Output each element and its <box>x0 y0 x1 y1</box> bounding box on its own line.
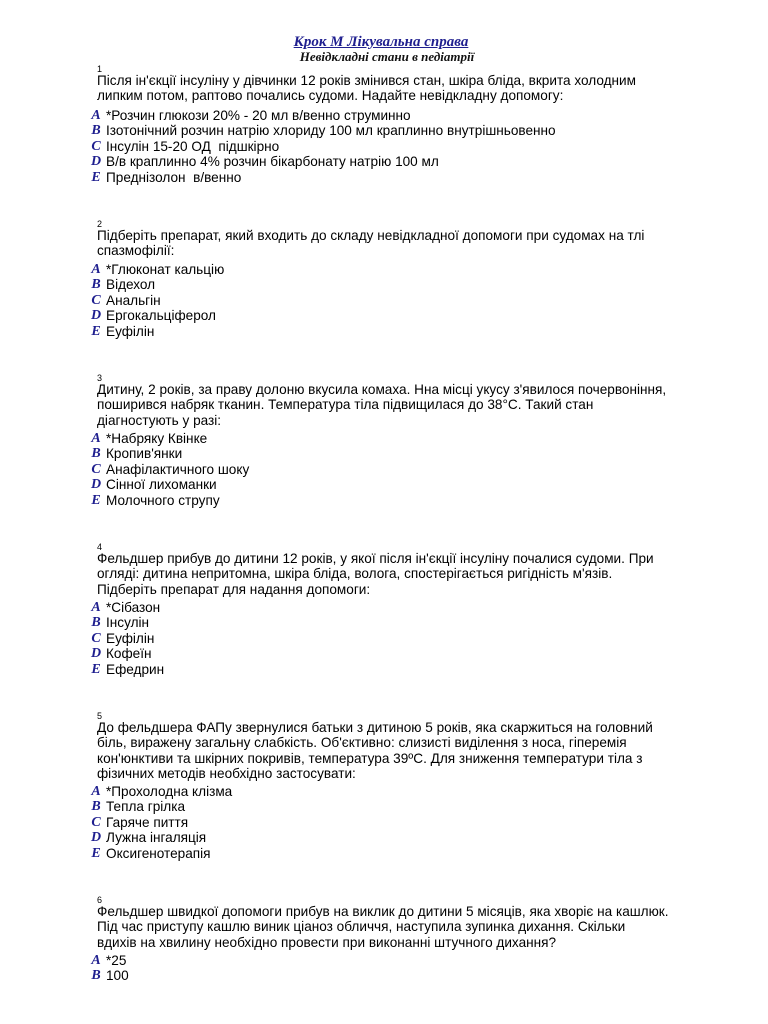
answer-text: *25 <box>106 953 127 968</box>
answer-text: *Набряку Квінке <box>106 431 208 446</box>
answer-option <box>0 154 700 169</box>
question-number: 4 <box>97 542 103 552</box>
answer-option <box>0 646 700 661</box>
answer-text: *Сібазон <box>106 600 161 615</box>
question-number: 5 <box>97 711 103 721</box>
answer-text: Еуфілін <box>106 323 155 339</box>
question-text: Після ін'єкції інсуліну у дівчинки 12 років змінився стан, шкіра бліда, вкрита холодним липким потом, раптово почались судоми. Надайте невідкладну допомогу: <box>97 73 636 104</box>
answer-option <box>0 493 700 508</box>
answer-letter: E <box>91 169 101 185</box>
answer-letter: B <box>91 968 101 984</box>
question-text: Підберіть препарат, який входить до складу невідкладної допомоги при судомах на тлі спазмофілії: <box>97 228 645 259</box>
answer-option <box>0 277 700 292</box>
answer-text: В/в краплинно 4% розчин бікарбонату натрію 100 мл <box>106 154 439 170</box>
answer-option <box>0 968 700 983</box>
answer-text: Відехол <box>106 277 156 293</box>
answer-option <box>0 123 700 138</box>
answer-text: *Глюконат кальцію <box>106 262 225 277</box>
answer-letter: A <box>91 262 101 277</box>
answer-text: Ергокальціферол <box>106 308 216 324</box>
answer-letter: B <box>91 277 101 293</box>
answer-option <box>0 815 700 830</box>
answer-letter: E <box>91 661 101 677</box>
answer-letter: E <box>91 845 101 861</box>
answer-option <box>0 446 700 461</box>
answer-option <box>0 170 700 185</box>
answer-option <box>0 799 700 814</box>
answer-letter: A <box>91 784 101 799</box>
answer-option <box>0 600 700 615</box>
answer-text: Анафілактичного шоку <box>106 461 250 477</box>
answer-text: Кропив'янки <box>106 446 183 462</box>
answer-option <box>0 615 700 630</box>
answer-text: Лужна інгаляція <box>106 830 207 846</box>
answer-letter: B <box>91 446 101 462</box>
answer-option <box>0 830 700 845</box>
question-number: 2 <box>97 219 103 229</box>
answer-option <box>0 431 700 446</box>
answer-text: Інсулін 15-20 ОД підшкірно <box>106 138 280 154</box>
answer-option <box>0 308 700 323</box>
answer-text: Оксигенотерапія <box>106 845 211 861</box>
question-text: Дитину, 2 років, за праву долоню вкусила комаха. Нна місці укусу з'явилося почервоніння, поширився набряк тканин. Температура тіла підвищилася до 38°С. Такий стан діагностують у разі: <box>97 382 667 428</box>
answer-letter: C <box>91 461 101 477</box>
answer-text: Преднізолон в/венно <box>106 169 242 185</box>
answer-text: Еуфілін <box>106 630 155 646</box>
answer-option <box>0 462 700 477</box>
answer-option <box>0 324 700 339</box>
answer-text: Ізотонічний розчин натрію хлориду 100 мл краплинно внутрішньовенно <box>106 123 556 139</box>
answer-letter: E <box>91 323 101 339</box>
answer-option <box>0 293 700 308</box>
answer-letter: A <box>91 108 101 123</box>
answer-letter: D <box>90 308 102 324</box>
answer-text: *Прохолодна клізма <box>106 784 233 799</box>
document-header <box>0 34 768 64</box>
answer-letter: D <box>90 830 102 846</box>
answer-letter: A <box>91 600 101 615</box>
document-subtitle: Невідкладні стани в педіатрії <box>299 49 475 64</box>
answer-option <box>0 953 700 968</box>
answer-option <box>0 477 700 492</box>
answer-text: Тепла грілка <box>106 799 186 815</box>
answer-letter: B <box>91 615 101 631</box>
answer-text: 100 <box>106 968 129 984</box>
answer-letter: B <box>91 799 101 815</box>
answer-option <box>0 139 700 154</box>
answer-text: *Розчин глюкози 20% - 20 мл в/венно струминно <box>106 108 411 123</box>
answer-letter: C <box>91 814 101 830</box>
answer-text: Кофеїн <box>106 646 152 662</box>
answer-option <box>0 108 700 123</box>
answer-letter: B <box>91 123 101 139</box>
answer-text: Сінної лихоманки <box>106 477 217 493</box>
answer-text: Інсулін <box>106 615 150 631</box>
answer-text: Гаряче пиття <box>106 814 189 830</box>
answer-letter: A <box>91 431 101 446</box>
answer-letter: D <box>90 646 102 662</box>
answer-option <box>0 262 700 277</box>
answer-letter: E <box>91 492 101 508</box>
answer-option <box>0 662 700 677</box>
answer-letter: C <box>91 630 101 646</box>
question-text: Фельдшер прибув до дитини 12 років, у якої після ін'єкції інсуліну почалися судоми. При огляді: дитина непритомна, шкіра бліда, волога, спостерігається ригідність м'язів. Підберіть препарат для надання допомоги: <box>97 551 654 597</box>
answer-text: Ефедрин <box>106 661 165 677</box>
question-text: До фельдшера ФАПу звернулися батьки з дитиною 5 років, яка скаржиться на головний біль, виражену загальну слабкість. Об'єктивно: слизисті виділення з носа, гіперемія кон'юнктиви та шкірних покривів, температура 39ºС. Для зниження температури тіла з фізичних методів необхідно застосувати: <box>97 720 653 782</box>
answer-letter: D <box>90 477 102 493</box>
document-title: Крок М Лікувальна справа <box>293 34 469 50</box>
question-text: Фельдшер швидкої допомоги прибув на виклик до дитини 5 місяців, яка хворіє на кашлюк. Під час приступу кашлю виник ціаноз обличчя, наступила зупинка дихання. Скільки вдихів на хвилину необхідно провести при виконанні штучного дихання? <box>97 904 669 950</box>
answer-letter: C <box>91 138 101 154</box>
question-number: 3 <box>97 373 103 383</box>
answer-letter: D <box>90 154 102 170</box>
question-number: 1 <box>97 64 103 74</box>
answer-letter: C <box>91 292 101 308</box>
answer-text: Анальгін <box>106 292 161 308</box>
answer-option <box>0 784 700 799</box>
answer-option <box>0 846 700 861</box>
answer-option <box>0 631 700 646</box>
answer-text: Молочного струпу <box>106 492 220 508</box>
answer-letter: A <box>91 953 101 968</box>
question-number: 6 <box>97 895 103 905</box>
